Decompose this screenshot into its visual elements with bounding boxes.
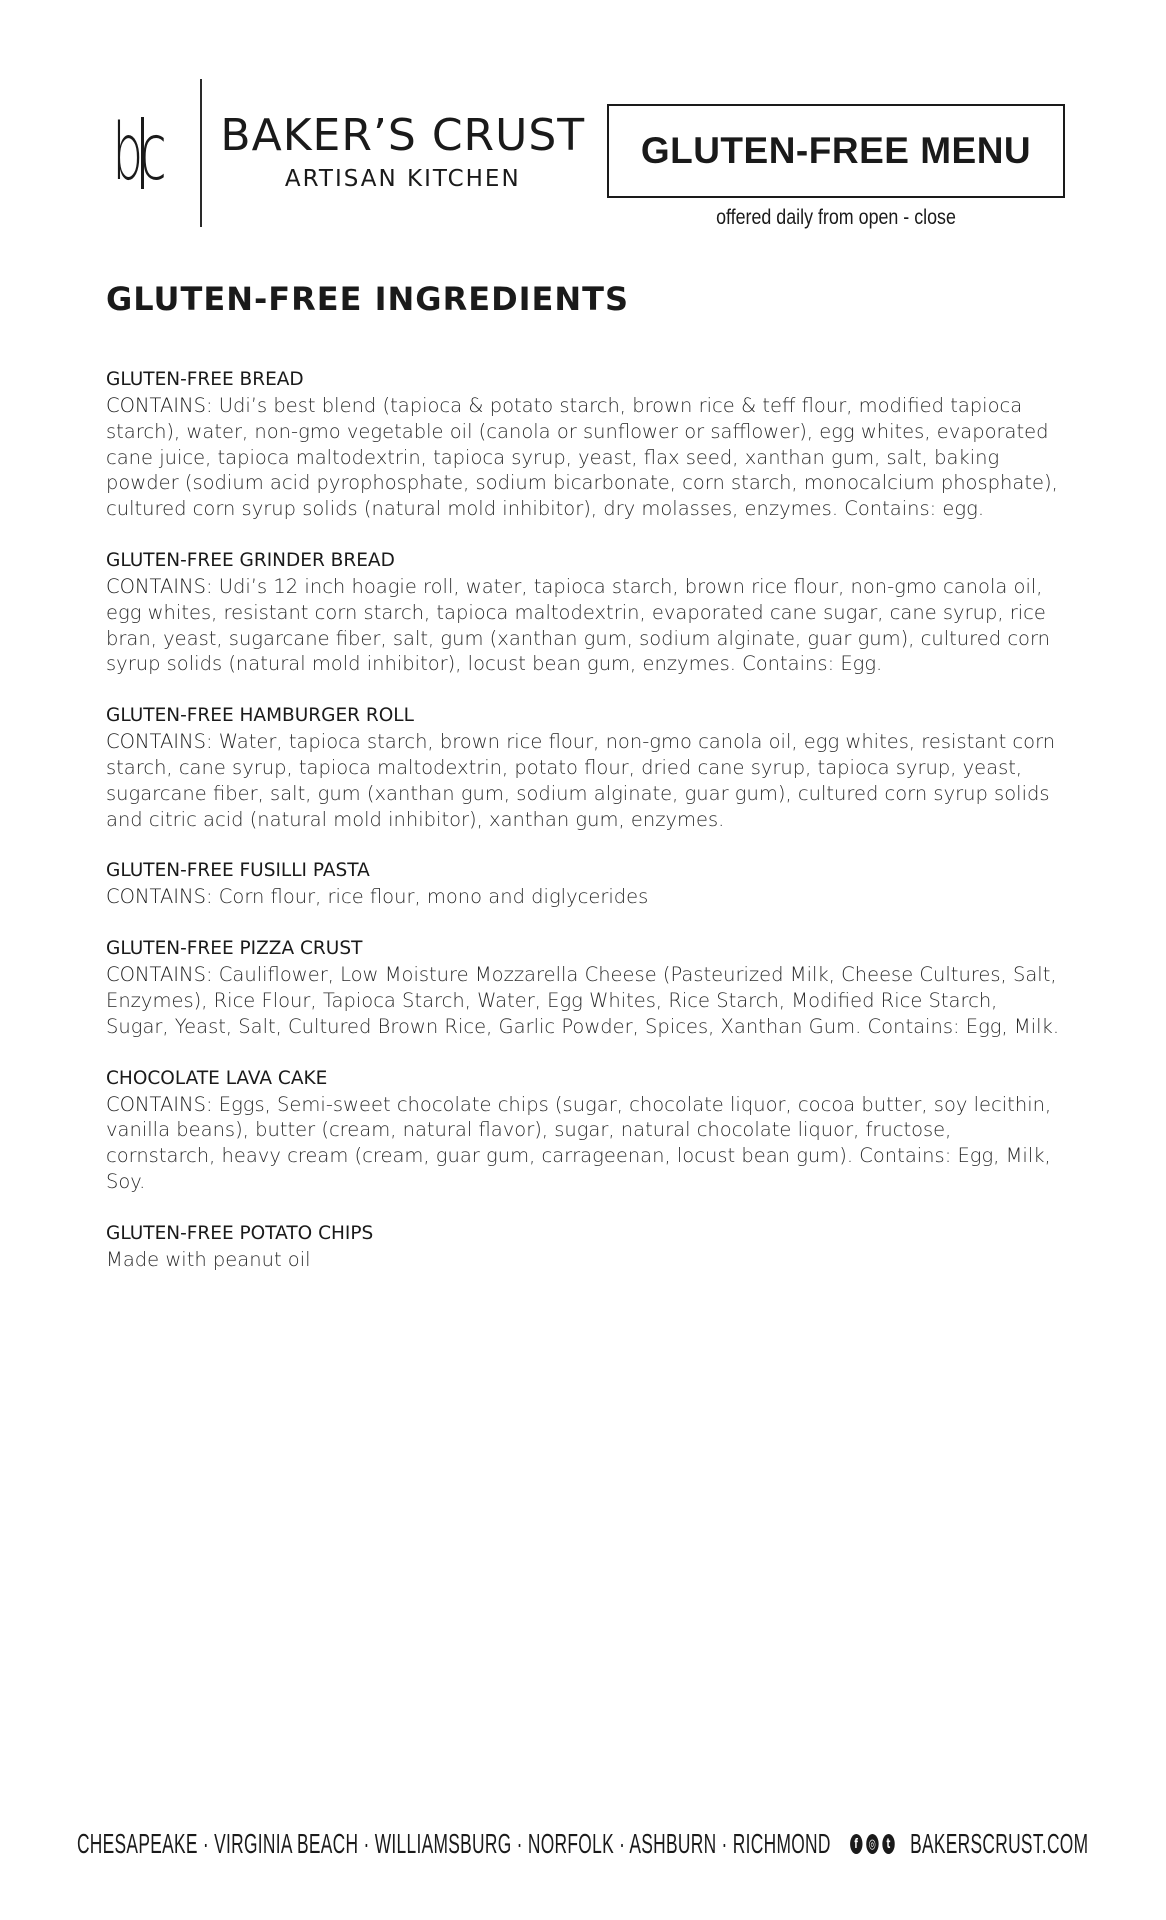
contains-label: CONTAINS: [106, 394, 213, 417]
logo-mark-c: c [139, 108, 167, 198]
logo-divider [200, 79, 202, 227]
twitter-icon[interactable]: t [883, 1834, 895, 1854]
ingredient-description [106, 729, 1066, 832]
ingredient-text: Cauliflower, Low Moisture Mozzarella Cheese (Pasteurized Milk, Cheese Cultures, Salt, Enzymes), Rice Flour, Tapioca Starch, Water, Egg Whites, Rice Starch, Modified Rice Starch, Sugar, Yeast, Salt, Cultured Brown Rice, Garlic Powder, Spices, Xanthan Gum. Contains: Egg, Milk. [106, 963, 1060, 1038]
ingredient-description [106, 393, 1066, 522]
menu-title-box [607, 104, 1065, 198]
website-link[interactable]: BAKERSCRUST.COM [910, 1828, 1089, 1859]
logo-subtitle: ARTISAN KITCHEN [284, 166, 521, 192]
ingredient-item [106, 1221, 1066, 1273]
ingredient-item [106, 548, 1066, 677]
brand-logo [103, 78, 585, 228]
ingredient-title: CHOCOLATE LAVA CAKE [106, 1067, 328, 1089]
ingredient-description [106, 574, 1066, 677]
ingredient-list [106, 367, 1066, 1299]
social-links [848, 1834, 896, 1854]
ingredient-title: GLUTEN-FREE PIZZA CRUST [106, 938, 363, 960]
logo-mark-b: b [112, 108, 144, 198]
ingredient-title: GLUTEN-FREE HAMBURGER ROLL [106, 705, 414, 727]
ingredient-item [106, 936, 1066, 1039]
instagram-icon[interactable]: ◎ [866, 1834, 878, 1854]
menu-title: GLUTEN-FREE MENU [640, 130, 1032, 171]
ingredient-text: Udi’s best blend (tapioca & potato starch, brown rice & teff flour, modified tapioca starch), water, non-gmo vegetable oil (canola or sunflower or safflower), egg whites, evaporated cane juice, tapioca maltodextrin, tapioca syrup, yeast, flax seed, xanthan gum, salt, baking powder (sodium acid pyrophosphate, sodium bicarbonate, corn starch, monocalcium phosphate), cultured corn syrup solids (natural mold inhibitor), dry molasses, enzymes. Contains: egg. [106, 394, 1058, 521]
contains-label: CONTAINS: [106, 730, 213, 754]
ingredient-text: Corn flour, rice flour, mono and diglycerides [212, 885, 649, 909]
ingredient-text: Eggs, Semi-sweet chocolate chips (sugar, chocolate liquor, cocoa butter, soy lecithin, vanilla beans), butter (cream, natural flavor), sugar, natural chocolate liquor, fructose, cornstarch, heavy cream (cream, guar gum, carrageenan, locust bean gum). Contains: Egg, Milk, Soy. [106, 1092, 1052, 1193]
footer-locations: CHESAPEAKE · VIRGINIA BEACH · WILLIAMSBURG · NORFOLK · ASHBURN · RICHMOND [77, 1828, 832, 1859]
ingredient-text: Udi’s 12 inch hoagie roll, water, tapioca starch, brown rice flour, non-gmo canola oil, egg whites, resistant corn starch, tapioca maltodextrin, evaporated cane sugar, cane syrup, rice bran, yeast, sugarcane fiber, salt, gum (xanthan gum, sodium alginate, guar gum), cultured corn syrup solids (natural mold inhibitor), locust bean gum, enzymes. Contains: Egg. [106, 574, 1050, 676]
ingredient-title: GLUTEN-FREE BREAD [106, 369, 304, 390]
ingredient-title: GLUTEN-FREE FUSILLI PASTA [106, 860, 370, 882]
ingredient-description [106, 962, 1066, 1039]
ingredient-description [106, 884, 1066, 910]
ingredient-item [106, 1066, 1066, 1195]
logo-text [220, 110, 586, 192]
ingredient-description [106, 1247, 1066, 1273]
contains-label: CONTAINS: [106, 574, 213, 598]
ingredient-title: GLUTEN-FREE GRINDER BREAD [106, 549, 395, 571]
ingredient-item [106, 367, 1066, 522]
contains-label: CONTAINS: [106, 963, 213, 987]
contains-label: CONTAINS: [106, 885, 213, 909]
menu-availability: offered daily from open - close [716, 206, 956, 229]
logo-name: BAKER’S CRUST [220, 110, 586, 161]
logo-mark [103, 78, 174, 228]
ingredient-item [106, 703, 1066, 832]
contains-label: CONTAINS: [106, 1092, 213, 1116]
ingredient-description [106, 1092, 1066, 1195]
ingredient-title: GLUTEN-FREE POTATO CHIPS [106, 1222, 374, 1244]
ingredient-text: Water, tapioca starch, brown rice flour, non-gmo canola oil, egg whites, resistant corn starch, cane syrup, tapioca maltodextrin, potato flour, dried cane syrup, tapioca syrup, yeast, sugarcane fiber, salt, gum (xanthan gum, sodium alginate, guar gum), cultured corn syrup solids and citric acid (natural mold inhibitor), xanthan gum, enzymes. [106, 730, 1056, 831]
footer [0, 1828, 1166, 1860]
ingredient-text: Made with peanut oil [106, 1247, 311, 1271]
facebook-icon[interactable]: f [850, 1834, 862, 1854]
ingredient-item [106, 858, 1066, 910]
footer-content [77, 1828, 1088, 1860]
section-heading: GLUTEN-FREE INGREDIENTS [106, 280, 630, 318]
